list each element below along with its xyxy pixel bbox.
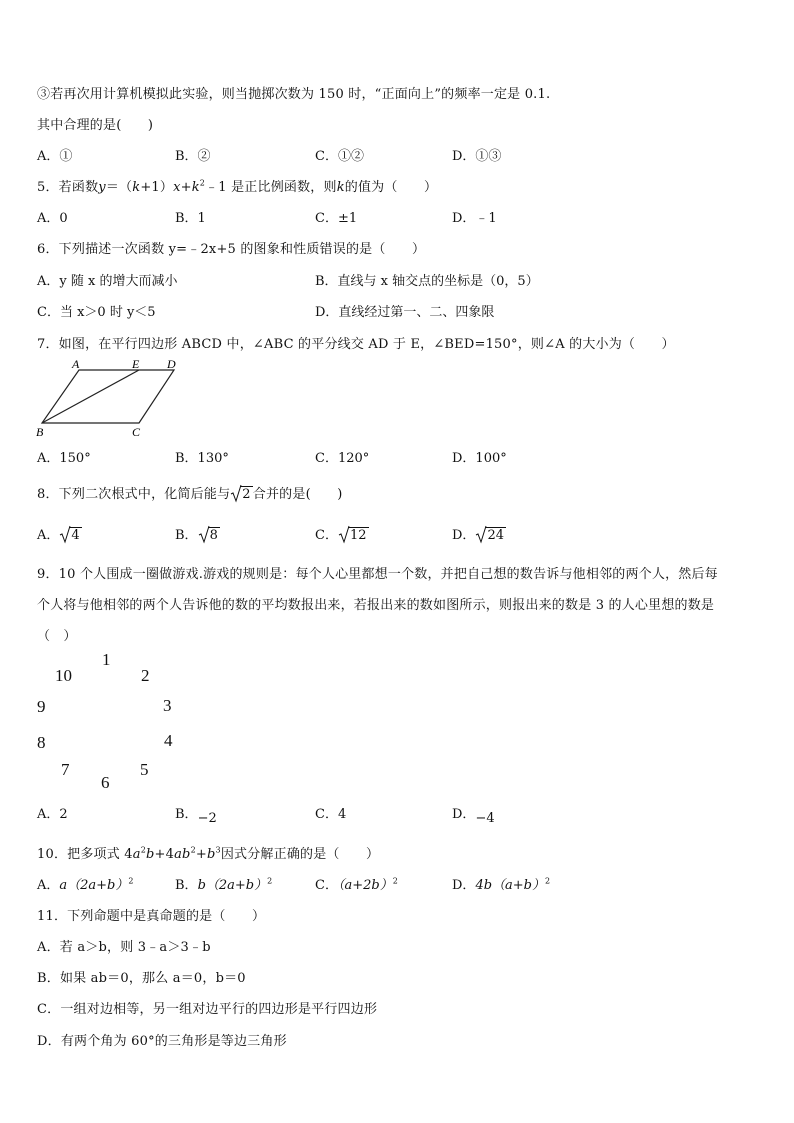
q9-option-b: B．−2 (175, 807, 217, 826)
circle-number-3: 3 (163, 696, 172, 715)
statement-3: ③若再次用计算机模拟此实验，则当抛掷次数为 150 时，“正面向上”的频率一定是 0.1. (37, 87, 551, 102)
q7-option-b: B．130° (175, 451, 229, 466)
radical-sign (230, 483, 242, 503)
q4-option-c: C．①② (315, 149, 364, 164)
circle-number-2: 2 (141, 666, 150, 685)
q5-var-k: k (191, 180, 200, 195)
q9-option-c: C．4 (315, 807, 347, 822)
q8-option-a: A． 4 (37, 524, 82, 543)
question-4-prompt: 其中合理的是( ) (37, 118, 154, 133)
sqrt-8: 8 (198, 527, 220, 543)
q10-option-c: C．$(a+2b)^2$ (315, 876, 398, 893)
q5-var-k: k (336, 180, 345, 195)
q5-option-b: B．1 (175, 211, 206, 226)
sqrt-2 (230, 486, 252, 502)
q8-text: 合并的是( ) (252, 487, 343, 502)
q9-d-value: −4 (475, 811, 495, 826)
q6-option-c: C．当 x＞0 时 y＜5 (37, 305, 156, 320)
circle-number-5: 5 (140, 760, 149, 779)
question-10: 10．把多项式 $4a^2b+4ab^2+b^3$因式分解正确的是（ ） (37, 845, 380, 862)
question-5 (37, 176, 437, 195)
sqrt-12: 12 (338, 527, 369, 543)
question-7: 7．如图，在平行四边形 ABCD 中，∠ABC 的平分线交 AD 于 E，∠BED=150°，则∠A 的大小为（ ） (37, 337, 675, 352)
q9-option-a: A．2 (37, 807, 68, 822)
label-b: B (36, 425, 44, 439)
q5-text: 的值为（ ） (344, 180, 438, 195)
question-6: 6．下列描述一次函数 y=﹣2x+5 的图象和性质错误的是（ ） (37, 242, 426, 257)
circle-number-10: 10 (55, 666, 72, 685)
circle-number-1: 1 (102, 650, 111, 669)
question-11: 11．下列命题中是真命题的是（ ） (37, 909, 266, 924)
question-9-line-2: 个人将与他相邻的两个人告诉他的数的平均数报出来，若报出来的数如图所示，则报出来的数是 3 的人心里想的数是 (37, 598, 715, 613)
q11-option-d: D．有两个角为 60°的三角形是等边三角形 (37, 1034, 287, 1049)
q6-option-b: B．直线与 x 轴交点的坐标是（0，5） (315, 274, 539, 289)
radical-sign (338, 524, 350, 544)
q7-option-d: D．100° (452, 451, 507, 466)
q7-option-a: A．150° (37, 451, 91, 466)
q4-option-d: D．①③ (452, 149, 502, 164)
q5-exponent: 2 (199, 178, 206, 188)
q9-option-d: D．−4 (452, 807, 495, 826)
q5-text: + (180, 180, 192, 195)
circle-number-8: 8 (37, 733, 46, 752)
radical-sign (198, 524, 210, 544)
q4-option-b: B．② (175, 149, 211, 164)
question-9-line-1: 9．10 个人围成一圈做游戏.游戏的规则是：每个人心里都想一个数，并把自己想的数告诉与他相邻的两个人，然后每 (37, 567, 718, 582)
sqrt-24: 24 (475, 527, 506, 543)
q6-option-d: D．直线经过第一、二、四象限 (315, 305, 495, 320)
circle-number-6: 6 (101, 773, 110, 792)
q11-option-c: C．一组对边相等，另一组对边平行的四边形是平行四边形 (37, 1002, 378, 1017)
radical-sign (475, 524, 487, 544)
q10-option-a: A．$a(2a+b)^2$ (37, 876, 134, 893)
parallelogram-figure (34, 356, 184, 440)
question-9-line-3: （ ） (37, 629, 77, 644)
radical-sign (59, 524, 71, 544)
q8-option-c: C． 12 (315, 524, 369, 543)
q8-text: 8．下列二次根式中，化简后能与 (37, 487, 231, 502)
q5-option-d: D．﹣1 (452, 211, 497, 226)
q5-option-c: C．±1 (315, 211, 358, 226)
question-8 (37, 483, 343, 502)
q10-option-b: B．$b(2a+b)^2$ (175, 876, 273, 893)
q5-var-k: k (132, 180, 141, 195)
q8-option-d: D． 24 (452, 524, 506, 543)
q8-option-b: B． 8 (175, 524, 220, 543)
q7-option-c: C．120° (315, 451, 370, 466)
q4-option-a: A．① (37, 149, 73, 164)
q5-text: ﹣1 是正比例函数，则 (205, 180, 337, 195)
q5-text: 5．若函数 (37, 180, 99, 195)
q5-var-x: x (173, 180, 181, 195)
radicand: 2 (242, 487, 251, 502)
q10-option-d: D．$4b(a+b)^2$ (452, 876, 551, 893)
q11-option-a: A．若 a＞b，则 3﹣a＞3﹣b (37, 940, 211, 955)
q5-text: +1） (140, 180, 174, 195)
sqrt-4: 4 (59, 527, 81, 543)
q11-option-b: B．如果 ab＝0，那么 a＝0，b＝0 (37, 971, 246, 986)
q5-option-a: A．0 (37, 211, 68, 226)
circle-number-7: 7 (61, 760, 70, 779)
label-d: D (167, 357, 176, 371)
label-e: E (132, 357, 140, 371)
label-a: A (72, 357, 80, 371)
label-c: C (132, 425, 141, 439)
q9-b-value: −2 (197, 811, 217, 826)
circle-number-9: 9 (37, 697, 46, 716)
q5-var-y: y (98, 180, 106, 195)
q6-option-a: A．y 随 x 的增大而减小 (37, 274, 178, 289)
circle-number-4: 4 (164, 731, 173, 750)
q5-text: ＝（ (105, 180, 133, 195)
